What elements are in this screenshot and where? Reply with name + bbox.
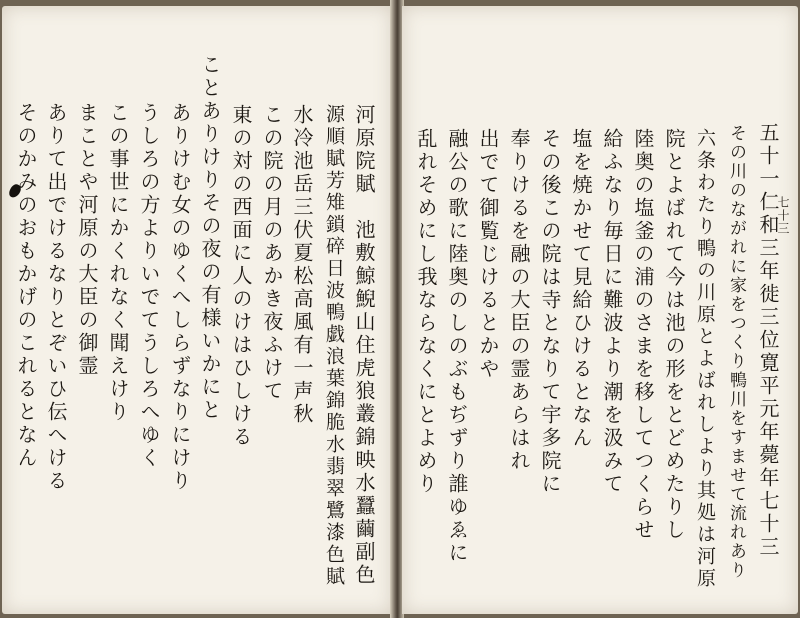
right-page-column: その川のながれに家をつくり鴨川をすませて流れあり xyxy=(726,124,746,580)
left-page-column: ありけむ女のゆくへしらずなりにけり xyxy=(168,102,192,493)
right-page-column: 給ふなり毎日に難波より潮を汲みて xyxy=(600,128,624,496)
right-page-column: 塩を焼かせて見給ひけるとなん xyxy=(569,128,593,450)
left-page-column: この事世にかくれなく聞えけり xyxy=(106,102,130,424)
left-page-column: 河原院賦 池敷鯨鯢山住虎狼叢錦映水蠶繭副色 xyxy=(352,104,376,587)
left-page xyxy=(2,6,392,614)
left-page-column: 源順賦芳雉鎖碎日波鴨戯浪葉錦脆水翡翠鷺漆色賦 xyxy=(323,104,345,588)
right-page-column: 五十一仁和三年徙三位寛平元年薨年七十三 xyxy=(756,122,780,559)
right-page-column: 陸奥の塩釜の浦のさまを移してつくらせ xyxy=(631,128,655,542)
left-page-column: うしろの方よりいでてうしろへゆく xyxy=(137,102,161,470)
left-page-column: そのかみのおもかげのこれるとなん xyxy=(14,102,38,470)
right-page-column: 院とよばれて今は池の形をとどめたりし xyxy=(662,128,686,542)
right-page-column: 乱れそめにし我ならなくにとよめり xyxy=(414,128,438,496)
left-page-column: ことありけりその夜の有様いかにと xyxy=(198,54,222,422)
right-page xyxy=(402,6,798,614)
left-page-column: 水冷池岳三伏夏松高風有一声秋 xyxy=(290,104,314,426)
folio-number: 七十三 xyxy=(776,196,790,235)
left-page-column: この院の月のあかき夜ふけて xyxy=(260,104,284,403)
left-page-column: ありて出でけるなりとぞいひ伝へける xyxy=(44,102,68,493)
left-page-column: まことや河原の大臣の御霊 xyxy=(75,102,99,378)
left-page-column: 東の対の西面に人のけはひしける xyxy=(229,104,253,449)
right-page-column: 六条わたり鴨の川原とよばれしより其処は河原 xyxy=(694,128,716,590)
right-page-column: 奉りけるを融の大臣の霊あらはれ xyxy=(507,128,531,473)
right-page-column: 出でて御覧じけるとかや xyxy=(476,128,500,381)
right-page-column: その後この院は寺となりて宇多院に xyxy=(538,128,562,496)
right-page-column: 融公の歌に陸奥のしのぶもぢずり誰ゆゑに xyxy=(445,128,469,565)
